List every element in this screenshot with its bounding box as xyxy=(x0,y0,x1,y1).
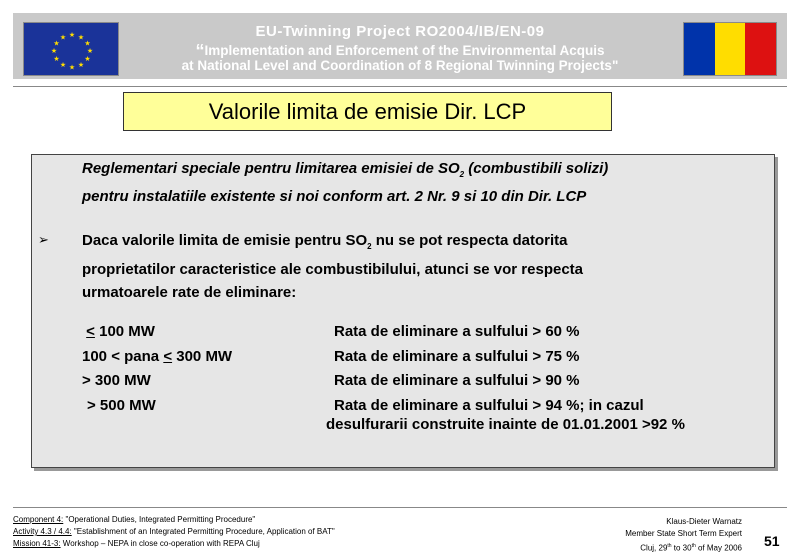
rate-cell: Rata de eliminare a sulfului > 94 %; in cazul xyxy=(334,397,644,414)
bullet-arrow-icon: ➢ xyxy=(38,232,49,247)
event-date: Cluj, 29th to 30th of May 2006 xyxy=(640,543,742,553)
rate-cell: Rata de eliminare a sulfului > 75 % xyxy=(334,348,580,365)
capacity-cell: < 100 MW xyxy=(86,323,155,340)
capacity-cell: 100 < pana < 300 MW xyxy=(82,348,233,365)
svg-text:★: ★ xyxy=(86,47,94,55)
svg-text:★: ★ xyxy=(84,39,91,48)
author-name: Klaus-Dieter Warnatz xyxy=(666,517,742,526)
footer-info xyxy=(13,514,335,550)
capacity-cell: > 500 MW xyxy=(87,397,156,414)
svg-text:★: ★ xyxy=(77,33,85,42)
rate-cell: Rata de eliminare a sulfului > 60 % xyxy=(334,323,580,340)
svg-text:★: ★ xyxy=(68,31,76,39)
bullet-paragraph: Daca valorile limita de emisie pentru $SO_2$ nu se pot respecta datorita proprietatilor caracteristice ale combustibilului, atunci se vor respecta urmatoarele rate de eliminare: xyxy=(82,232,584,301)
rate-cell-continuation: desulfurarii construite inainte de 01.01.2001 >92 % xyxy=(326,416,685,433)
divider-bottom xyxy=(13,507,787,508)
footer-activity: Activity 4.3 / 4.4: "Establishment of an Integrated Permitting Procedure, Application of BAT" xyxy=(13,527,335,536)
rate-cell: Rata de eliminare a sulfului > 90 % xyxy=(334,372,580,389)
footer-mission: Mission 41-3: Workshop – NEPA in close co-operation with REPA Cluj xyxy=(13,539,260,548)
page-number: 51 xyxy=(764,533,780,549)
svg-text:★: ★ xyxy=(59,33,67,42)
slide-title: Valorile limita de emisie Dir. LCP xyxy=(123,92,612,131)
header-band xyxy=(13,13,787,79)
header-project-title: EU-Twinning Project RO2004/IB/EN-09 xyxy=(255,23,545,40)
capacity-cell: > 300 MW xyxy=(82,372,151,389)
svg-text:★: ★ xyxy=(50,47,58,55)
footer-component: Component 4: "Operational Duties, Integrated Permitting Procedure" xyxy=(13,515,256,524)
svg-text:★: ★ xyxy=(84,55,91,63)
intro-paragraph: Reglementari speciale pentru limitarea emisiei de $SO_2$ (combustibili solizi) pentru instalatiile existente si noi conform art. 2 Nr. 9 si 10 din Dir. LCP xyxy=(82,160,609,205)
divider-top xyxy=(13,86,787,87)
svg-text:★: ★ xyxy=(77,61,85,69)
content-box xyxy=(31,154,775,468)
header-subtitle-line1: “Implementation and Enforcement of the Environmental Acquis xyxy=(195,41,605,61)
svg-text:★: ★ xyxy=(59,61,67,69)
svg-text:★: ★ xyxy=(53,55,60,63)
author-role: Member State Short Term Expert xyxy=(625,529,742,538)
romania-flag-icon xyxy=(683,22,777,76)
footer-author xyxy=(560,516,742,553)
header-subtitle-line2: at National Level and Coordination of 8 Regional Twinning Projects" xyxy=(181,58,619,73)
svg-text:★: ★ xyxy=(53,39,60,48)
svg-text:★: ★ xyxy=(68,63,76,72)
